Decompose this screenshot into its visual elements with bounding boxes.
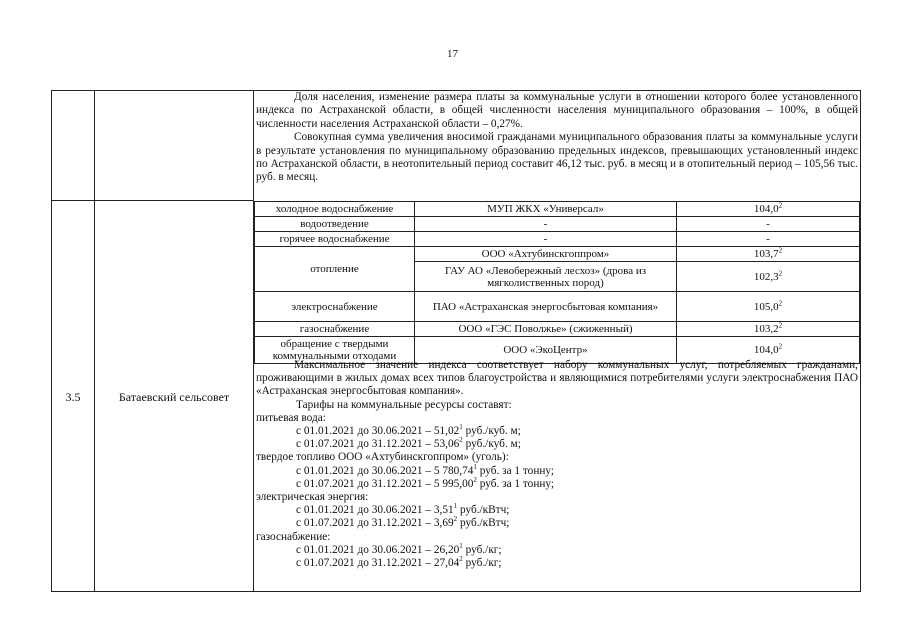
- tariffs-block: [256, 359, 858, 570]
- table-row: [255, 322, 860, 337]
- tariff-line: с 01.01.2021 до 30.06.2021 – 3,51$^1$ руб./кВтч;: [296, 502, 510, 517]
- municipality-name: Батаевский сельсовет: [118, 389, 230, 404]
- table-row: [255, 247, 860, 262]
- service-cell: электроснабжение: [255, 292, 415, 322]
- table-row: [255, 202, 860, 217]
- service-cell: отопление: [255, 247, 415, 292]
- population-share-paragraph: Доля населения, изменение размера платы за коммунальные услуги в отношении которого более установленного индекса по Астраханской области, в общей численности населения муниципального образования – 100%, в общей численности населения Астраханской области – 0,27%.: [256, 91, 858, 130]
- top-paragraphs: [256, 91, 858, 185]
- index-cell: 103,2$^2$: [677, 322, 860, 337]
- index-cell: -: [677, 217, 860, 232]
- tariff-line: с 01.01.2021 до 30.06.2021 – 5 780,74$^1$ руб. за 1 тонну;: [296, 462, 555, 477]
- page-number: 17: [447, 48, 458, 60]
- tariffs-intro: Тарифы на коммунальные ресурсы составят:: [296, 398, 512, 411]
- table-row: [255, 217, 860, 232]
- provider-cell: -: [415, 232, 677, 247]
- tariff-line: с 01.07.2021 до 31.12.2021 – 53,06$^2$ руб./куб. м;: [296, 436, 521, 451]
- index-cell: -: [677, 232, 860, 247]
- index-cell: 104,0$^2$: [677, 202, 860, 217]
- provider-cell: ГАУ АО «Левобережный лесхоз» (дрова из мягколиственных пород): [415, 262, 677, 292]
- index-cell: 104,0$^2$: [677, 337, 860, 364]
- table-row: [255, 232, 860, 247]
- service-cell: обращение с твердыми коммунальными отходами: [255, 337, 415, 364]
- provider-cell: ООО «ЭкоЦентр»: [415, 337, 677, 364]
- tariff-line: с 01.01.2021 до 30.06.2021 – 51,02$^1$ руб./куб. м;: [296, 423, 521, 438]
- payment-increase-paragraph: Совокупная сумма увеличения вносимой гражданами муниципального образования платы за коммунальные услуги в результате установления по муниципальному образованию предельных индексов, превышающих установленный индекс по Астраханской области, в неотопительный период составит 46,12 тыс. руб. в месяц и в отопительный период – 105,56 тыс. руб. в месяц.: [256, 131, 858, 184]
- provider-cell: -: [415, 217, 677, 232]
- provider-cell: МУП ЖКХ «Универсал»: [415, 202, 677, 217]
- max-index-paragraph: Максимальное значение индекса соответствует набору коммунальных услуг, потребляемых гражданами, проживающими в жилых домах всех типов благоустройства и являющимися потребителями услуги электроснабжения ПАО «Астраханская энергосбытовая компания».: [256, 359, 858, 398]
- row-number: 3.5: [65, 389, 81, 404]
- index-cell: 102,3$^2$: [677, 262, 860, 292]
- tariff-line: с 01.07.2021 до 31.12.2021 – 5 995,00$^2$ руб. за 1 тонну;: [296, 476, 555, 490]
- provider-cell: ООО «Ахтубинскгоппром»: [415, 247, 677, 262]
- index-cell: 103,7$^2$: [677, 247, 860, 262]
- table-row: [255, 292, 860, 322]
- services-table: [254, 201, 860, 364]
- service-cell: водоотведение: [255, 217, 415, 232]
- provider-cell: ПАО «Астраханская энергосбытовая компания»: [415, 292, 677, 322]
- provider-cell: ООО «ГЭС Поволжье» (сжиженный): [415, 322, 677, 337]
- tariff-line: с 01.07.2021 до 31.12.2021 – 27,04$^2$ руб./кг;: [296, 555, 502, 570]
- service-cell: холодное водоснабжение: [255, 202, 415, 217]
- tariff-group-title: питьевая вода:: [256, 411, 326, 424]
- tariff-group-title: газоснабжение:: [256, 530, 331, 543]
- tariff-line: с 01.07.2021 до 31.12.2021 – 3,69$^2$ руб./кВтч;: [296, 515, 510, 530]
- tariff-line: с 01.01.2021 до 30.06.2021 – 26,20$^1$ руб./кг;: [296, 542, 502, 556]
- service-cell: газоснабжение: [255, 322, 415, 337]
- tariff-group-title: твердое топливо ООО «Ахтубинскгоппром» (уголь):: [256, 451, 509, 464]
- main-table: [51, 90, 861, 592]
- service-cell: горячее водоснабжение: [255, 232, 415, 247]
- tariff-group-title: электрическая энергия:: [256, 491, 369, 504]
- index-cell: 105,0$^2$: [677, 292, 860, 322]
